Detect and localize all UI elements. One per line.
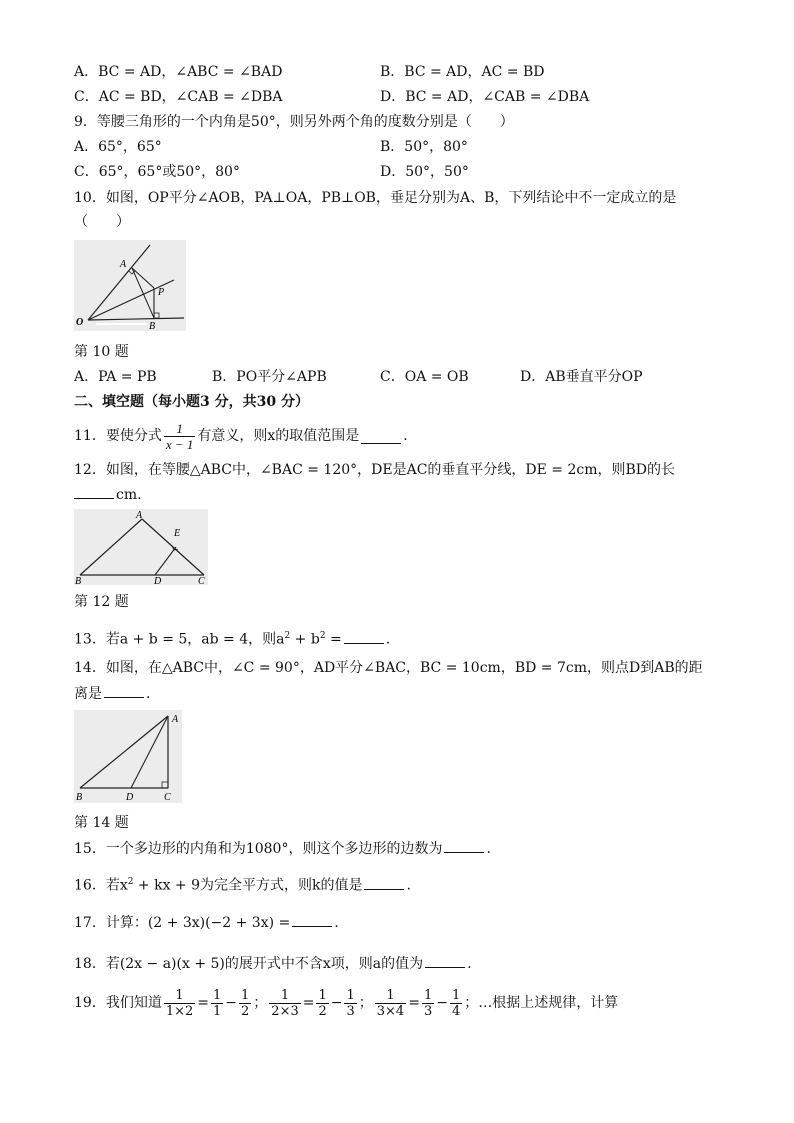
q11-end: . xyxy=(403,428,408,444)
equals-sign: = xyxy=(197,995,209,1011)
segment-de xyxy=(155,547,176,575)
label-d: D xyxy=(154,576,162,585)
q10-caption: 第 10 题 xyxy=(74,344,129,360)
q19-fraction-3 xyxy=(239,988,251,1019)
side-ab xyxy=(80,716,168,788)
equals-sign: = xyxy=(408,995,420,1011)
label-c: C xyxy=(198,576,205,585)
q9-option-d: D．50°，50° xyxy=(380,164,469,180)
q19-fraction-4 xyxy=(269,988,300,1019)
q9-stem: 9．等腰三角形的一个内角是50°，则另外两个角的度数分别是（ ） xyxy=(74,114,514,130)
q12-line1: 12．如图，在等腰△ABC中，∠BAC = 120°，DE是AC的垂直平分线，DE = 2cm，则BD的长 xyxy=(74,462,676,478)
q16-answer-blank[interactable] xyxy=(364,875,404,890)
q9-option-c: C．65°，65°或50°，80° xyxy=(74,164,240,180)
q19-pre: 19．我们知道 xyxy=(74,995,162,1011)
frac-den: 3 xyxy=(423,1003,433,1019)
q16 xyxy=(74,872,411,896)
q11 xyxy=(74,418,408,454)
q12-line2 xyxy=(74,484,142,505)
q13-answer-blank[interactable] xyxy=(344,629,384,644)
ray-ob xyxy=(88,318,184,320)
q9-option-b: B．50°，80° xyxy=(380,139,468,155)
side-ac xyxy=(142,519,204,575)
label-p: P xyxy=(158,287,165,298)
segment-ad xyxy=(131,716,168,788)
q18-end: . xyxy=(467,956,472,972)
q13-end: . xyxy=(385,631,391,648)
segment-pa xyxy=(132,268,154,288)
q19-fraction-2 xyxy=(211,988,223,1019)
q14-end: . xyxy=(146,686,151,702)
label-b: B xyxy=(75,576,82,585)
label-a: A xyxy=(172,714,179,725)
separator: ； xyxy=(358,995,373,1011)
label-b: B xyxy=(76,792,83,803)
equals-sign: = xyxy=(302,995,315,1011)
frac-num: 1 xyxy=(346,987,355,1003)
q18-answer-blank[interactable] xyxy=(425,953,465,968)
frac-num: 1 xyxy=(451,987,461,1003)
frac-den: 3×4 xyxy=(376,1003,405,1019)
q11-answer-blank[interactable] xyxy=(361,429,401,444)
q12-figure xyxy=(74,509,208,585)
q10-angle-diagram xyxy=(74,240,186,331)
frac-den: 3 xyxy=(346,1003,355,1019)
q19-fraction-9 xyxy=(450,988,462,1019)
q12-caption: 第 12 题 xyxy=(74,594,129,610)
q15-pre: 15．一个多边形的内角和为1080°，则这个多边形的边数为 xyxy=(74,841,443,857)
q18-pre: 18．若(2x − a)(x + 5)的展开式中不含x项，则a的值为 xyxy=(74,956,424,972)
q14-answer-blank[interactable] xyxy=(104,683,144,698)
q14-figure xyxy=(74,710,182,803)
frac-num: 1 xyxy=(175,987,184,1003)
q14-line1: 14．如图，在△ABC中，∠C = 90°，AD平分∠BAC，BC = 10cm，BD = 7cm，则点D到AB的距 xyxy=(74,660,703,676)
frac-num: 1 xyxy=(423,987,433,1003)
q12-unit: cm. xyxy=(116,487,142,503)
frac-num: 1 xyxy=(241,987,250,1003)
q10-option-c: C．OA = OB xyxy=(380,369,469,385)
q15 xyxy=(74,838,491,859)
q19 xyxy=(74,985,618,1021)
q13 xyxy=(74,626,390,650)
q10-option-a: A．PA = PB xyxy=(74,369,157,385)
section-title: 二、填空题（每小题3 分，共30 分） xyxy=(74,394,309,410)
frac-den: 4 xyxy=(451,1003,461,1019)
q11-post: 有意义，则x的取值范围是 xyxy=(197,428,360,444)
q9-option-a: A．65°，65° xyxy=(74,139,162,155)
label-c: C xyxy=(164,792,171,803)
frac-den: 2 xyxy=(318,1003,327,1019)
q16-pre: 16．若x xyxy=(74,877,128,894)
q13-pre: 13．若a + b = 5，ab = 4，则a xyxy=(74,631,285,648)
label-d: D xyxy=(126,792,134,803)
q15-answer-blank[interactable] xyxy=(444,838,484,853)
q8-option-d: D．BC = AD，∠CAB = ∠DBA xyxy=(380,89,590,105)
q13-post: = xyxy=(325,631,342,648)
q8-option-c: C．AC = BD，∠CAB = ∠DBA xyxy=(74,89,283,105)
frac-num: 1 xyxy=(386,987,395,1003)
ray-op xyxy=(88,280,174,320)
q10-figure xyxy=(74,240,186,331)
q14-caption: 第 14 题 xyxy=(74,815,129,831)
q14-line2 xyxy=(74,683,150,704)
q12-answer-blank[interactable] xyxy=(74,484,114,499)
frac-den: 1×2 xyxy=(165,1003,194,1019)
q17 xyxy=(74,912,339,933)
q19-fraction-8 xyxy=(422,988,434,1019)
q15-end: . xyxy=(486,841,491,857)
q19-fraction-6 xyxy=(344,988,356,1019)
label-b: B xyxy=(149,321,156,331)
frac-den: 2 xyxy=(241,1003,250,1019)
q16-post: + kx + 9为完全平方式，则k的值是 xyxy=(133,877,363,894)
frac-num: 1 xyxy=(318,987,327,1003)
minus-sign: − xyxy=(225,995,238,1011)
frac-den: 1 xyxy=(213,1003,222,1019)
q14-pre: 离是 xyxy=(74,686,102,702)
q10-option-d: D．AB垂直平分OP xyxy=(520,369,643,385)
q19-post: ；…根据上述规律，计算 xyxy=(464,995,619,1011)
q13-mid: + b xyxy=(290,631,320,648)
q19-fraction-7 xyxy=(375,988,406,1019)
q11-pre: 11．要使分式 xyxy=(74,428,162,444)
q11-fraction xyxy=(164,421,196,452)
q13-sup1: 2 xyxy=(284,631,291,641)
q19-fraction-5 xyxy=(316,988,328,1019)
q17-end: . xyxy=(334,915,339,931)
minus-sign: − xyxy=(436,995,448,1011)
label-o: O xyxy=(76,317,84,328)
q17-pre: 17．计算：(2 + 3x)(−2 + 3x) = xyxy=(74,915,291,931)
q16-sup: 2 xyxy=(127,877,134,887)
q11-den: x − 1 xyxy=(165,436,194,452)
side-ab xyxy=(80,519,142,575)
q10-paren: （ ） xyxy=(74,214,130,230)
q8-option-a: A．BC = AD，∠ABC = ∠BAD xyxy=(74,64,283,80)
label-a: A xyxy=(136,510,143,521)
ray-oa xyxy=(88,245,150,320)
q11-num: 1 xyxy=(176,420,183,436)
frac-num: 1 xyxy=(213,987,222,1003)
q17-answer-blank[interactable] xyxy=(292,912,332,927)
q8-option-b: B．BC = AD，AC = BD xyxy=(380,64,545,80)
q14-triangle-diagram xyxy=(74,710,182,803)
segment-ab xyxy=(132,268,154,318)
label-e: E xyxy=(174,528,181,539)
q13-sup2: 2 xyxy=(319,631,326,641)
frac-num: 1 xyxy=(280,987,290,1003)
q19-fraction-1 xyxy=(164,988,195,1019)
frac-den: 2×3 xyxy=(271,1003,299,1019)
q16-end: . xyxy=(406,877,411,894)
q10-stem: 10．如图，OP平分∠AOB，PA⊥OA，PB⊥OB，垂足分别为A、B，下列结论中不一定成立的是 xyxy=(74,190,677,206)
q12-triangle-diagram xyxy=(74,509,208,585)
minus-sign: − xyxy=(330,995,343,1011)
separator: ； xyxy=(253,995,268,1011)
label-a: A xyxy=(120,259,127,270)
q18 xyxy=(74,953,472,974)
q10-option-b: B．PO平分∠APB xyxy=(212,369,327,385)
